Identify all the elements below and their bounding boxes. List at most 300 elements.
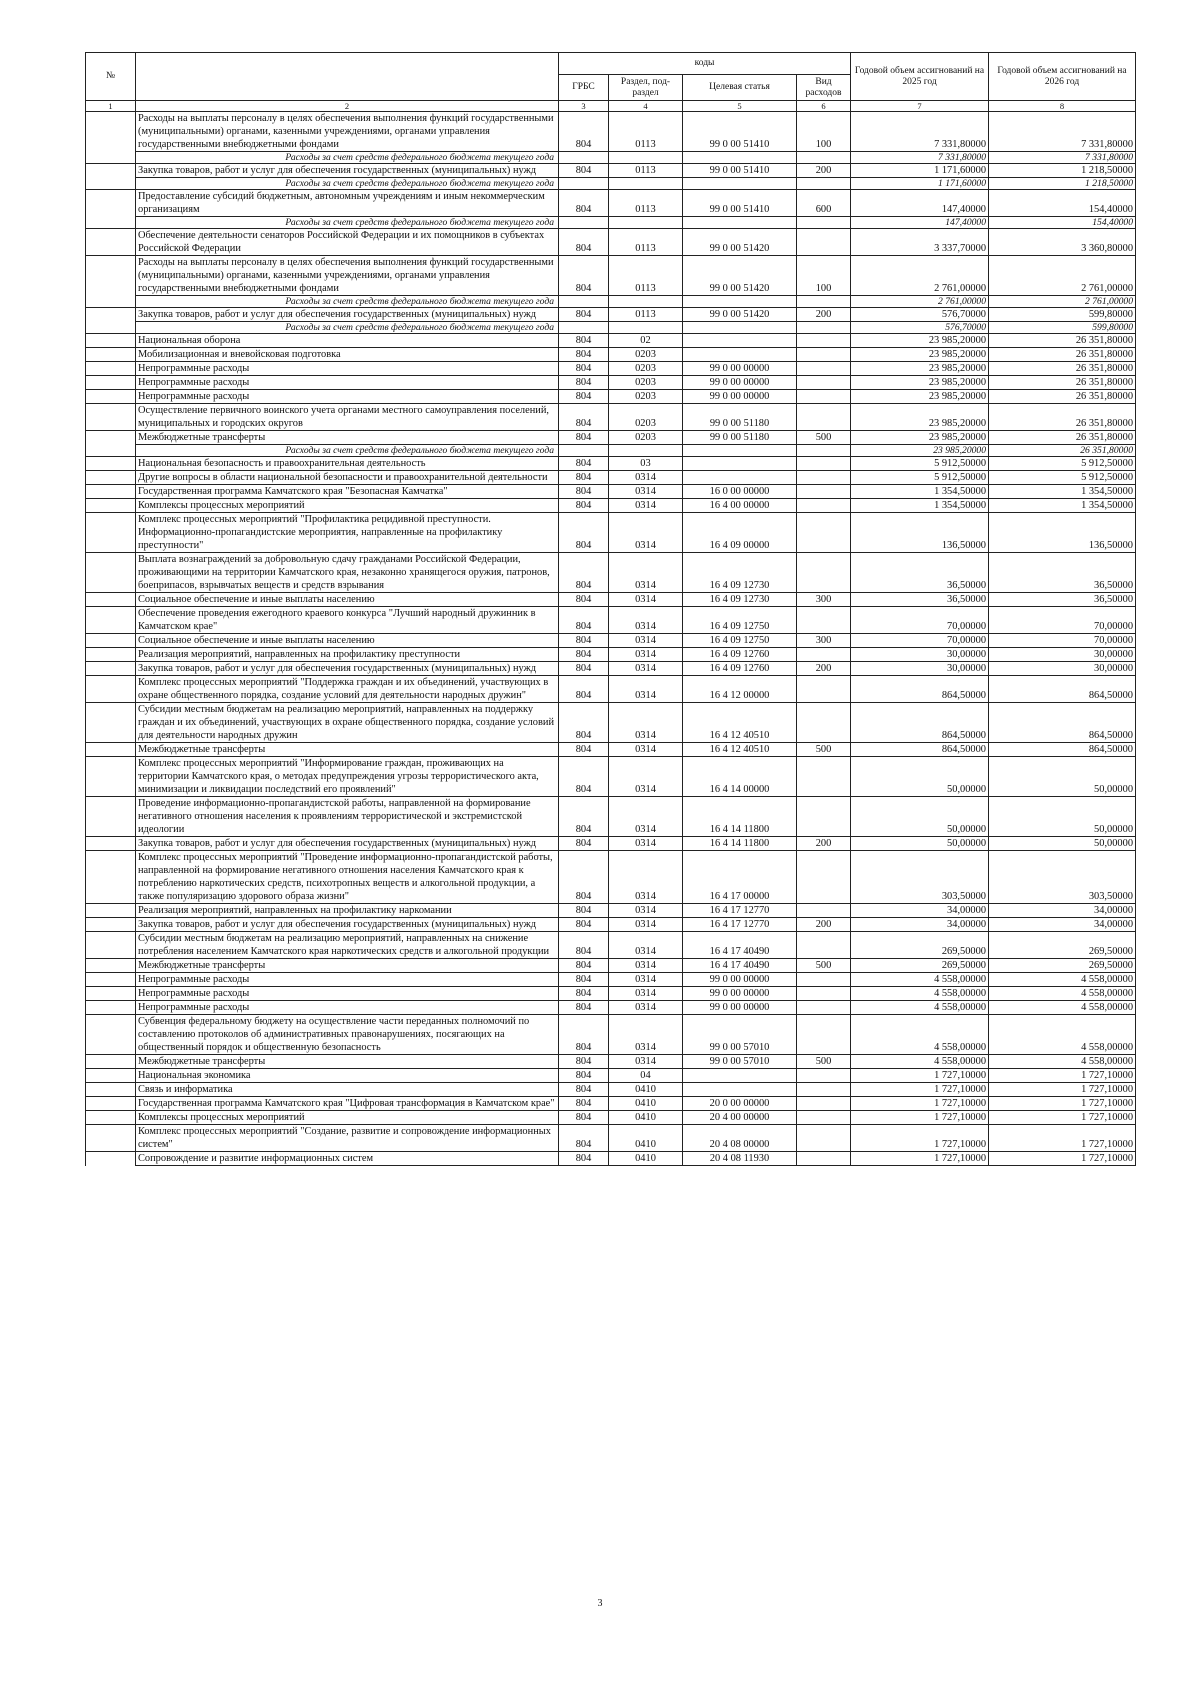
row-num [86, 1069, 136, 1083]
row-celevaya: 99 0 00 51410 [683, 190, 797, 217]
row-razdel: 0113 [609, 164, 683, 178]
row-amount-2026: 7 331,80000 [989, 112, 1136, 152]
row-description: Мобилизационная и вневойсковая подготовка [136, 348, 559, 362]
row-razdel: 0314 [609, 634, 683, 648]
row-amount-2025: 864,50000 [851, 743, 989, 757]
budget-table [85, 52, 1136, 1166]
table-row [86, 229, 1136, 256]
row-amount-2025: 136,50000 [851, 513, 989, 553]
row-description: Реализация мероприятий, направленных на профилактику наркомании [136, 904, 559, 918]
row-celevaya: 16 4 12 00000 [683, 676, 797, 703]
row-description: Субвенция федеральному бюджету на осуществление части переданных полномочий по составлению протоколов об административных правонарушениях, посягающих на общественный порядок и общественную безопасность [136, 1015, 559, 1055]
row-amount-2026: 136,50000 [989, 513, 1136, 553]
row-vid [797, 217, 851, 229]
row-vid [797, 513, 851, 553]
row-vid [797, 499, 851, 513]
row-num [86, 987, 136, 1001]
column-number: 3 [559, 101, 609, 112]
row-celevaya [683, 1069, 797, 1083]
row-grbs: 804 [559, 648, 609, 662]
row-grbs: 804 [559, 743, 609, 757]
row-amount-2026: 26 351,80000 [989, 404, 1136, 431]
table-row [86, 662, 1136, 676]
row-amount-2025: 50,00000 [851, 757, 989, 797]
row-razdel: 0314 [609, 676, 683, 703]
row-grbs: 804 [559, 1001, 609, 1015]
row-amount-2025: 4 558,00000 [851, 1001, 989, 1015]
row-vid [797, 445, 851, 457]
row-razdel [609, 322, 683, 334]
row-amount-2026: 1 727,10000 [989, 1152, 1136, 1166]
row-amount-2026: 26 351,80000 [989, 376, 1136, 390]
row-num [86, 362, 136, 376]
row-description: Непрограммные расходы [136, 376, 559, 390]
row-celevaya [683, 334, 797, 348]
table-row [86, 1111, 1136, 1125]
row-description: Сопровождение и развитие информационных систем [136, 1152, 559, 1166]
row-description: Комплекс процессных мероприятий "Создание, развитие и сопровождение информационных систем" [136, 1125, 559, 1152]
table-row [86, 390, 1136, 404]
row-vid: 200 [797, 164, 851, 178]
header-grbs: ГРБС [559, 75, 609, 101]
table-row [86, 513, 1136, 553]
row-razdel: 0314 [609, 757, 683, 797]
row-razdel: 0314 [609, 662, 683, 676]
row-amount-2026: 864,50000 [989, 743, 1136, 757]
row-grbs: 804 [559, 932, 609, 959]
row-razdel: 0314 [609, 513, 683, 553]
row-description: Расходы за счет средств федерального бюджета текущего года [136, 152, 559, 164]
row-celevaya: 16 0 00 00000 [683, 485, 797, 499]
row-amount-2026: 5 912,50000 [989, 471, 1136, 485]
row-description: Межбюджетные трансферты [136, 743, 559, 757]
row-num [86, 348, 136, 362]
row-description: Обеспечение деятельности сенаторов Российской Федерации и их помощников в субъектах Российской Федерации [136, 229, 559, 256]
row-razdel: 0314 [609, 837, 683, 851]
table-row [86, 851, 1136, 904]
row-amount-2026: 34,00000 [989, 904, 1136, 918]
table-row [86, 1083, 1136, 1097]
row-amount-2025: 4 558,00000 [851, 987, 989, 1001]
row-description: Социальное обеспечение и иные выплаты населению [136, 593, 559, 607]
table-row [86, 457, 1136, 471]
row-num [86, 485, 136, 499]
row-celevaya: 99 0 00 51420 [683, 308, 797, 322]
table-row [86, 1001, 1136, 1015]
table-body [86, 112, 1136, 1166]
row-amount-2026: 154,40000 [989, 190, 1136, 217]
row-amount-2025: 303,50000 [851, 851, 989, 904]
table-row [86, 348, 1136, 362]
table-row [86, 334, 1136, 348]
table-row [86, 362, 1136, 376]
row-vid: 500 [797, 1055, 851, 1069]
row-vid: 600 [797, 190, 851, 217]
row-celevaya: 99 0 00 57010 [683, 1055, 797, 1069]
row-grbs: 804 [559, 959, 609, 973]
row-celevaya: 20 4 08 00000 [683, 1125, 797, 1152]
table-row [86, 959, 1136, 973]
row-num [86, 743, 136, 757]
row-description: Закупка товаров, работ и услуг для обеспечения государственных (муниципальных) нужд [136, 662, 559, 676]
row-num [86, 1125, 136, 1152]
row-amount-2026: 269,50000 [989, 932, 1136, 959]
row-amount-2025: 36,50000 [851, 593, 989, 607]
row-vid: 500 [797, 743, 851, 757]
row-celevaya: 99 0 00 00000 [683, 973, 797, 987]
row-razdel: 0410 [609, 1111, 683, 1125]
row-celevaya: 16 4 12 40510 [683, 743, 797, 757]
column-number: 7 [851, 101, 989, 112]
row-grbs: 804 [559, 904, 609, 918]
row-grbs: 804 [559, 703, 609, 743]
row-vid [797, 348, 851, 362]
table-row [86, 837, 1136, 851]
row-description: Государственная программа Камчатского края "Безопасная Камчатка" [136, 485, 559, 499]
row-razdel [609, 152, 683, 164]
row-grbs [559, 445, 609, 457]
row-amount-2026: 4 558,00000 [989, 1001, 1136, 1015]
row-razdel: 0113 [609, 190, 683, 217]
row-razdel [609, 445, 683, 457]
header-codes: коды [559, 53, 851, 75]
row-num [86, 904, 136, 918]
row-num [86, 1055, 136, 1069]
row-vid: 100 [797, 112, 851, 152]
row-celevaya [683, 471, 797, 485]
row-num [86, 256, 136, 296]
row-description: Непрограммные расходы [136, 362, 559, 376]
row-celevaya: 16 4 14 11800 [683, 837, 797, 851]
row-amount-2025: 5 912,50000 [851, 471, 989, 485]
row-amount-2026: 2 761,00000 [989, 296, 1136, 308]
row-razdel: 0113 [609, 308, 683, 322]
row-amount-2026: 864,50000 [989, 703, 1136, 743]
row-celevaya [683, 322, 797, 334]
table-row [86, 112, 1136, 152]
row-description: Субсидии местным бюджетам на реализацию мероприятий, направленных на поддержку граждан и их объединений, участвующих в охране общественного порядка, создание условий для деятельности народных дружин [136, 703, 559, 743]
row-grbs: 804 [559, 593, 609, 607]
row-num [86, 1152, 136, 1166]
row-razdel: 04 [609, 1069, 683, 1083]
row-amount-2025: 576,70000 [851, 322, 989, 334]
row-amount-2026: 70,00000 [989, 607, 1136, 634]
federal-funds-row [86, 178, 1136, 190]
row-amount-2026: 26 351,80000 [989, 362, 1136, 376]
row-num [86, 648, 136, 662]
row-celevaya: 99 0 00 51410 [683, 164, 797, 178]
row-razdel: 0203 [609, 404, 683, 431]
row-description: Закупка товаров, работ и услуг для обеспечения государственных (муниципальных) нужд [136, 918, 559, 932]
row-num [86, 634, 136, 648]
table-row [86, 308, 1136, 322]
row-celevaya: 16 4 17 00000 [683, 851, 797, 904]
row-description: Межбюджетные трансферты [136, 431, 559, 445]
row-celevaya: 20 4 00 00000 [683, 1111, 797, 1125]
row-amount-2025: 70,00000 [851, 634, 989, 648]
table-row [86, 1069, 1136, 1083]
row-description: Реализация мероприятий, направленных на профилактику преступности [136, 648, 559, 662]
row-grbs: 804 [559, 973, 609, 987]
row-amount-2025: 1 354,50000 [851, 499, 989, 513]
row-amount-2025: 23 985,20000 [851, 362, 989, 376]
row-num [86, 217, 136, 229]
column-number: 8 [989, 101, 1136, 112]
row-description: Непрограммные расходы [136, 987, 559, 1001]
row-razdel: 0314 [609, 973, 683, 987]
row-amount-2026: 1 727,10000 [989, 1097, 1136, 1111]
row-description: Межбюджетные трансферты [136, 1055, 559, 1069]
row-grbs: 804 [559, 676, 609, 703]
row-vid [797, 676, 851, 703]
row-num [86, 513, 136, 553]
row-amount-2025: 269,50000 [851, 959, 989, 973]
table-row [86, 797, 1136, 837]
row-num [86, 607, 136, 634]
row-grbs: 804 [559, 553, 609, 593]
row-amount-2026: 36,50000 [989, 593, 1136, 607]
row-amount-2025: 864,50000 [851, 703, 989, 743]
row-description: Другие вопросы в области национальной безопасности и правоохранительной деятельности [136, 471, 559, 485]
row-celevaya: 99 0 00 57010 [683, 1015, 797, 1055]
table-row [86, 904, 1136, 918]
row-grbs: 804 [559, 376, 609, 390]
row-vid [797, 334, 851, 348]
row-grbs: 804 [559, 457, 609, 471]
row-vid [797, 703, 851, 743]
row-razdel: 0314 [609, 593, 683, 607]
row-description: Осуществление первичного воинского учета органами местного самоуправления поселений, муниципальных и городских округов [136, 404, 559, 431]
row-amount-2026: 36,50000 [989, 553, 1136, 593]
row-grbs: 804 [559, 308, 609, 322]
row-grbs: 804 [559, 797, 609, 837]
row-razdel: 0203 [609, 376, 683, 390]
row-amount-2026: 26 351,80000 [989, 431, 1136, 445]
row-razdel: 0410 [609, 1097, 683, 1111]
row-grbs: 804 [559, 348, 609, 362]
row-razdel: 0203 [609, 390, 683, 404]
row-razdel: 03 [609, 457, 683, 471]
row-grbs: 804 [559, 390, 609, 404]
row-celevaya: 16 4 09 12750 [683, 607, 797, 634]
row-description: Государственная программа Камчатского края "Цифровая трансформация в Камчатском крае" [136, 1097, 559, 1111]
row-vid [797, 987, 851, 1001]
row-description: Закупка товаров, работ и услуг для обеспечения государственных (муниципальных) нужд [136, 308, 559, 322]
row-celevaya: 99 0 00 51420 [683, 256, 797, 296]
row-grbs: 804 [559, 431, 609, 445]
row-description: Непрограммные расходы [136, 1001, 559, 1015]
row-grbs: 804 [559, 851, 609, 904]
row-amount-2026: 26 351,80000 [989, 334, 1136, 348]
row-amount-2025: 4 558,00000 [851, 1055, 989, 1069]
row-description: Обеспечение проведения ежегодного краевого конкурса "Лучший народный дружинник в Камчатском крае" [136, 607, 559, 634]
row-vid [797, 362, 851, 376]
header-num: № [86, 53, 136, 101]
row-amount-2026: 7 331,80000 [989, 152, 1136, 164]
row-celevaya [683, 1083, 797, 1097]
row-amount-2026: 1 354,50000 [989, 485, 1136, 499]
row-vid [797, 904, 851, 918]
row-amount-2026: 30,00000 [989, 662, 1136, 676]
row-num [86, 797, 136, 837]
federal-funds-row [86, 217, 1136, 229]
row-description: Предоставление субсидий бюджетным, автономным учреждениям и иным некоммерческим организациям [136, 190, 559, 217]
row-grbs: 804 [559, 1069, 609, 1083]
row-amount-2026: 3 360,80000 [989, 229, 1136, 256]
row-amount-2026: 30,00000 [989, 648, 1136, 662]
row-amount-2025: 3 337,70000 [851, 229, 989, 256]
row-vid [797, 404, 851, 431]
row-num [86, 164, 136, 178]
row-amount-2025: 864,50000 [851, 676, 989, 703]
row-celevaya: 16 4 17 12770 [683, 918, 797, 932]
row-razdel [609, 217, 683, 229]
row-vid: 100 [797, 256, 851, 296]
row-description: Проведение информационно-пропагандистской работы, направленной на формирование негативного отношения населения к проявлениям террористической и экстремистской идеологии [136, 797, 559, 837]
row-razdel [609, 296, 683, 308]
row-num [86, 1111, 136, 1125]
row-amount-2026: 303,50000 [989, 851, 1136, 904]
row-vid [797, 1111, 851, 1125]
row-num [86, 334, 136, 348]
row-vid: 300 [797, 634, 851, 648]
row-razdel: 0314 [609, 1055, 683, 1069]
row-num [86, 390, 136, 404]
row-description: Комплексы процессных мероприятий [136, 1111, 559, 1125]
row-description: Комплекс процессных мероприятий "Информирование граждан, проживающих на территории Камчатского края, о методах предупреждения угрозы террористического акта, минимизации и ликвидации последствий его проявлений" [136, 757, 559, 797]
row-vid [797, 851, 851, 904]
row-amount-2025: 34,00000 [851, 918, 989, 932]
row-vid [797, 797, 851, 837]
row-description: Непрограммные расходы [136, 973, 559, 987]
row-num [86, 445, 136, 457]
row-amount-2025: 147,40000 [851, 217, 989, 229]
row-vid [797, 607, 851, 634]
table-row [86, 1015, 1136, 1055]
row-num [86, 1001, 136, 1015]
row-vid: 500 [797, 959, 851, 973]
row-amount-2026: 4 558,00000 [989, 973, 1136, 987]
row-description: Расходы за счет средств федерального бюджета текущего года [136, 322, 559, 334]
row-vid [797, 322, 851, 334]
row-amount-2026: 70,00000 [989, 634, 1136, 648]
row-vid [797, 376, 851, 390]
row-grbs: 804 [559, 757, 609, 797]
row-amount-2026: 2 761,00000 [989, 256, 1136, 296]
row-amount-2025: 4 558,00000 [851, 973, 989, 987]
row-description: Социальное обеспечение и иные выплаты населению [136, 634, 559, 648]
row-razdel: 0314 [609, 553, 683, 593]
row-celevaya: 16 4 14 11800 [683, 797, 797, 837]
table-row [86, 593, 1136, 607]
row-num [86, 593, 136, 607]
row-vid [797, 1083, 851, 1097]
row-razdel: 0314 [609, 648, 683, 662]
row-celevaya: 16 4 00 00000 [683, 499, 797, 513]
row-vid [797, 229, 851, 256]
row-celevaya: 99 0 00 00000 [683, 362, 797, 376]
row-razdel: 0314 [609, 1001, 683, 1015]
row-num [86, 229, 136, 256]
row-vid [797, 553, 851, 593]
row-grbs: 804 [559, 1097, 609, 1111]
row-razdel: 0314 [609, 797, 683, 837]
column-number: 5 [683, 101, 797, 112]
row-razdel: 0203 [609, 362, 683, 376]
row-amount-2025: 23 985,20000 [851, 404, 989, 431]
row-num [86, 703, 136, 743]
table-row [86, 431, 1136, 445]
row-num [86, 178, 136, 190]
row-num [86, 308, 136, 322]
row-razdel: 0203 [609, 431, 683, 445]
row-razdel: 0314 [609, 987, 683, 1001]
header-2025: Годовой объем ассигнований на 2025 год [851, 53, 989, 101]
row-razdel: 0314 [609, 499, 683, 513]
table-row [86, 1055, 1136, 1069]
row-celevaya: 99 0 00 00000 [683, 390, 797, 404]
row-vid [797, 152, 851, 164]
row-razdel: 0314 [609, 485, 683, 499]
row-vid [797, 457, 851, 471]
row-vid [797, 1069, 851, 1083]
row-razdel: 0203 [609, 348, 683, 362]
row-num [86, 499, 136, 513]
row-num [86, 1015, 136, 1055]
row-razdel: 0314 [609, 932, 683, 959]
row-razdel: 0113 [609, 256, 683, 296]
row-grbs: 804 [559, 256, 609, 296]
row-amount-2025: 34,00000 [851, 904, 989, 918]
row-amount-2026: 1 218,50000 [989, 164, 1136, 178]
row-description: Закупка товаров, работ и услуг для обеспечения государственных (муниципальных) нужд [136, 837, 559, 851]
row-num [86, 932, 136, 959]
row-amount-2025: 7 331,80000 [851, 112, 989, 152]
row-grbs [559, 322, 609, 334]
row-description: Комплекс процессных мероприятий "Поддержка граждан и их объединений, участвующих в охране общественного порядка, создание условий для деятельности народных дружин" [136, 676, 559, 703]
row-celevaya [683, 296, 797, 308]
row-num [86, 959, 136, 973]
table-row [86, 1125, 1136, 1152]
row-amount-2025: 1 727,10000 [851, 1152, 989, 1166]
row-grbs: 804 [559, 190, 609, 217]
row-razdel: 0314 [609, 918, 683, 932]
row-celevaya: 16 4 09 12760 [683, 648, 797, 662]
row-description: Комплексы процессных мероприятий [136, 499, 559, 513]
row-grbs: 804 [559, 662, 609, 676]
federal-funds-row [86, 445, 1136, 457]
row-description: Расходы за счет средств федерального бюджета текущего года [136, 217, 559, 229]
row-celevaya: 20 0 00 00000 [683, 1097, 797, 1111]
row-amount-2025: 1 727,10000 [851, 1069, 989, 1083]
row-grbs: 804 [559, 1083, 609, 1097]
row-grbs [559, 152, 609, 164]
row-grbs: 804 [559, 229, 609, 256]
table-row [86, 471, 1136, 485]
row-grbs: 804 [559, 513, 609, 553]
row-razdel: 0314 [609, 703, 683, 743]
row-amount-2026: 26 351,80000 [989, 390, 1136, 404]
row-amount-2026: 50,00000 [989, 757, 1136, 797]
row-celevaya [683, 152, 797, 164]
row-vid [797, 932, 851, 959]
row-celevaya: 16 4 09 00000 [683, 513, 797, 553]
row-amount-2026: 50,00000 [989, 837, 1136, 851]
row-amount-2026: 864,50000 [989, 676, 1136, 703]
row-num [86, 322, 136, 334]
row-amount-2026: 1 727,10000 [989, 1125, 1136, 1152]
table-row [86, 676, 1136, 703]
